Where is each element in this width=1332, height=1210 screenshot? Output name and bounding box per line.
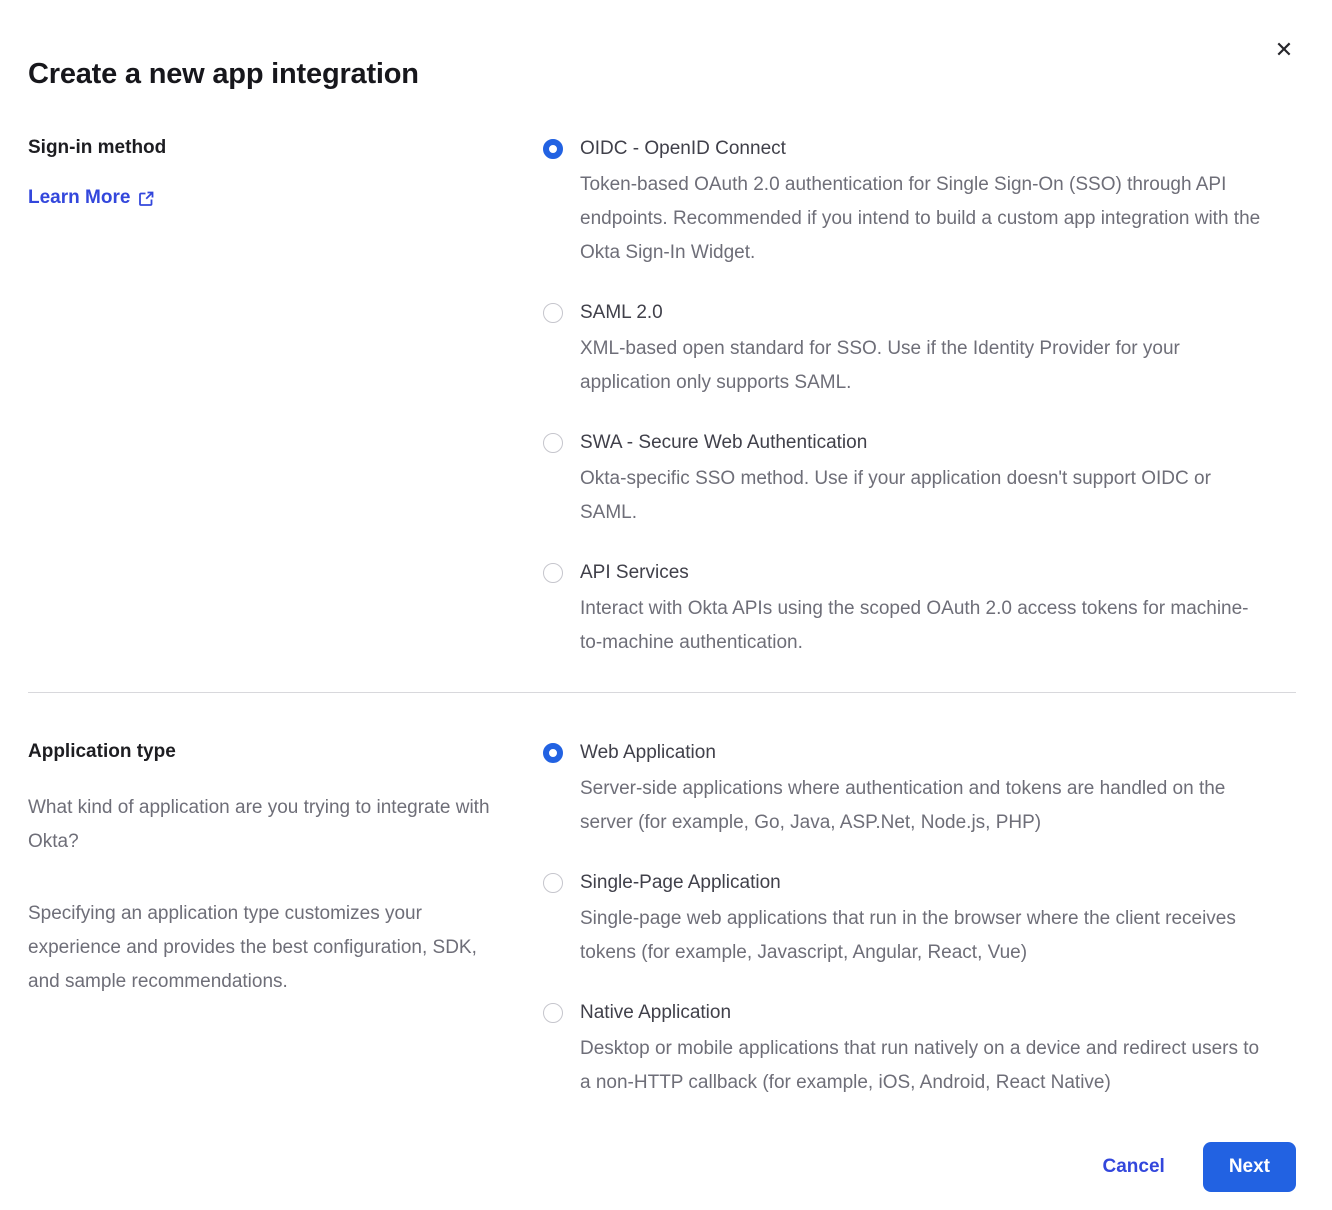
- option-api-services: [543, 561, 1265, 660]
- option-api-services-label[interactable]: API Services: [580, 562, 689, 583]
- option-api-services-description: Interact with Okta APIs using the scoped OAuth 2.0 access tokens for machine-to-machine authentication.: [580, 598, 1249, 653]
- option-spa-description: Single-page web applications that run in the browser where the client receives tokens (for example, Javascript, Angular, React, Vue): [580, 908, 1236, 963]
- option-saml-description: XML-based open standard for SSO. Use if the Identity Provider for your application only supports SAML.: [580, 338, 1180, 393]
- dialog-footer: [28, 1142, 1296, 1192]
- radio-native-application[interactable]: [543, 1003, 563, 1023]
- cancel-button[interactable]: Cancel: [1102, 1156, 1165, 1177]
- option-web-application-label[interactable]: Web Application: [580, 742, 716, 763]
- option-swa-description: Okta-specific SSO method. Use if your application doesn't support OIDC or SAML.: [580, 468, 1211, 523]
- radio-swa[interactable]: [543, 433, 563, 453]
- signin-method-section: [28, 137, 1296, 660]
- learn-more-link[interactable]: [28, 187, 154, 209]
- option-swa: [543, 431, 1265, 530]
- next-button[interactable]: Next: [1203, 1142, 1296, 1192]
- option-oidc: [543, 137, 1265, 270]
- option-saml: [543, 301, 1265, 400]
- section-divider: [28, 692, 1296, 693]
- application-type-label: Application type: [28, 741, 176, 762]
- page-title: Create a new app integration: [28, 58, 419, 90]
- option-native-application-label[interactable]: Native Application: [580, 1002, 732, 1023]
- application-type-question: What kind of application are you trying to integrate with Okta?: [28, 797, 490, 852]
- option-oidc-description: Token-based OAuth 2.0 authentication for Single Sign-On (SSO) through API endpoints. Recommended if you intend to build a custom app integration with the Okta Sign-In Widget.: [580, 174, 1261, 263]
- option-web-application: [543, 741, 1265, 840]
- option-saml-label[interactable]: SAML 2.0: [580, 302, 663, 323]
- option-web-application-description: Server-side applications where authentication and tokens are handled on the server (for example, Go, Java, ASP.Net, Node.js, PHP): [580, 778, 1226, 833]
- application-type-left-column: [28, 741, 543, 1037]
- application-type-options: [543, 741, 1265, 1100]
- radio-oidc[interactable]: [543, 139, 563, 159]
- option-swa-label[interactable]: SWA - Secure Web Authentication: [580, 432, 868, 453]
- signin-method-options: [543, 137, 1265, 660]
- radio-api-services[interactable]: [543, 563, 563, 583]
- option-spa-label[interactable]: Single-Page Application: [580, 872, 781, 893]
- option-oidc-label[interactable]: OIDC - OpenID Connect: [580, 138, 786, 159]
- application-type-explainer: Specifying an application type customizes your experience and provides the best configuration, SDK, and sample recommendations.: [28, 903, 477, 992]
- option-native-application-description: Desktop or mobile applications that run natively on a device and redirect users to a non-HTTP callback (for example, iOS, Android, React Native): [580, 1038, 1260, 1093]
- external-link-icon: [139, 191, 154, 206]
- learn-more-label: Learn More: [28, 187, 131, 208]
- close-icon[interactable]: ✕: [1270, 36, 1298, 64]
- application-type-section: [28, 741, 1296, 1100]
- signin-method-label: Sign-in method: [28, 137, 167, 158]
- option-spa: [543, 871, 1265, 970]
- radio-web-application[interactable]: [543, 743, 563, 763]
- option-native-application: [543, 1001, 1265, 1100]
- radio-saml[interactable]: [543, 303, 563, 323]
- signin-method-left-column: [28, 137, 543, 209]
- radio-spa[interactable]: [543, 873, 563, 893]
